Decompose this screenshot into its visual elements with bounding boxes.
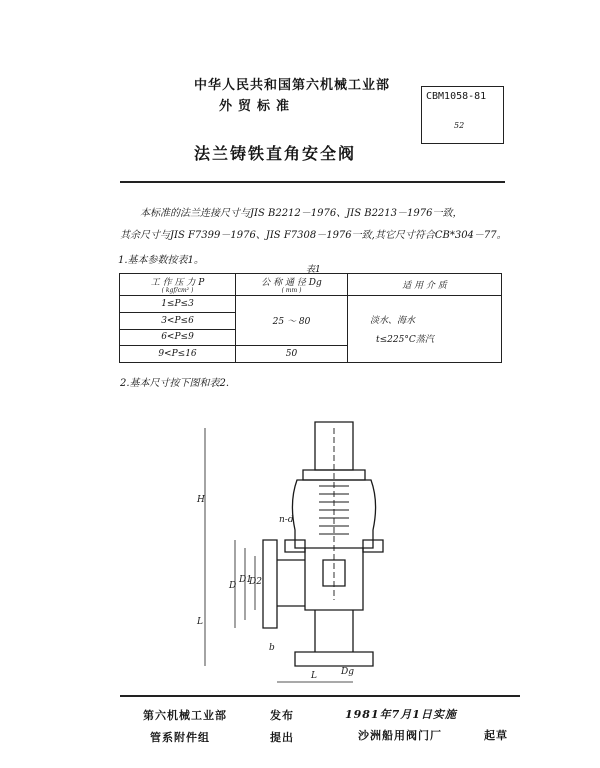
intro-line-1: 本标准的法兰连接尺寸与JIS B2212－1976、JIS B2213－1976一致， [140,208,463,219]
diameter-header: 公 称 通 径 Dg ( mm ) [236,274,348,296]
intro-paragraph [120,203,510,247]
label-h: H [197,495,205,505]
drafter: 沙洲船用阀门厂 [358,729,442,742]
medium-line-1: 淡水、海水 [370,316,416,327]
drafter-action: 起草 [484,729,508,742]
label-b: b [269,643,275,653]
table-caption: 表1 [306,265,321,275]
pressure-cell: 3<P≤6 [120,312,236,329]
label-d2: D2 [249,577,262,587]
title-rule [120,181,505,183]
label-l-vertical: L [197,617,203,627]
medium-header: 适 用 介 质 [348,274,502,296]
proposer-action: 提出 [270,731,294,744]
issuer-action: 发布 [270,709,294,722]
pressure-header: 工 作 压 力 P ( kgf/cm² ) [120,274,236,296]
ministry-heading: 中华人民共和国第六机械工业部 [194,78,391,93]
label-n-d: n-d [279,515,294,525]
inlet-pipe [315,610,353,652]
standard-code: CBM1058-81 [426,91,487,102]
standard-category: 外贸标准 [219,99,296,114]
pressure-cell: 1≤P≤3 [120,296,236,313]
label-l: L [311,671,317,681]
intro-line-2: 其余尺寸与JIS F7399－1976、JIS F7308－1976一致,其它尺寸符合CB*304－77。 [120,230,507,241]
label-d: D [229,581,237,591]
footer-rule [120,695,520,697]
section-2-text: 2.基本尺寸按下图和表2. [120,378,230,389]
page-number: 52 [454,121,465,130]
section-1-text: 1.基本参数按表1。 [118,255,204,266]
table-row [120,296,502,313]
label-dg: Dg [341,667,354,677]
effective-date: 1981年7月1日实施 [345,708,457,721]
issuer: 第六机械工业部 [143,709,227,722]
medium-cell [348,296,502,363]
valve-drawing [185,410,435,695]
pressure-cell: 6<P≤9 [120,329,236,346]
diameter-last-cell: 50 [236,346,348,363]
medium-line-2: t≤225°C蒸汽 [376,335,434,346]
standard-number-box [421,86,504,144]
label-d1: D1 [239,575,252,585]
document-title: 法兰铸铁直角安全阀 [194,144,357,163]
inlet-flange [295,652,373,666]
diameter-range-cell: 25 ～ 80 [236,296,348,346]
table-header-row [120,274,502,296]
parameter-table [119,273,502,363]
pressure-cell: 9<P≤16 [120,346,236,363]
outlet-flange [263,540,277,628]
outlet-pipe [277,560,305,606]
proposer: 管系附件组 [150,731,210,744]
